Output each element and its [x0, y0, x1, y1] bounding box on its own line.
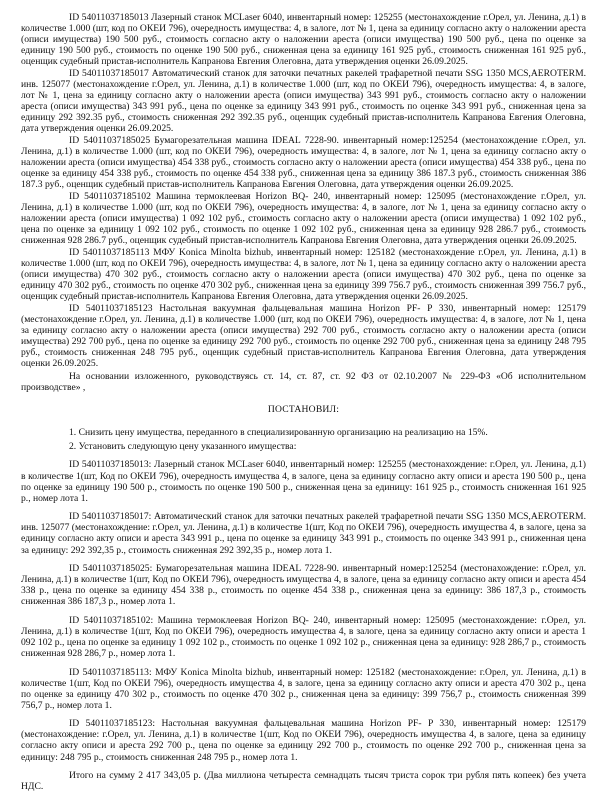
legal-basis-paragraph: На основании изложенного, руководствуясь ст. 14, ст. 87, ст. 92 ФЗ от 02.10.2007 № 229-ФЗ «Об исполнительном производстве» , — [21, 370, 586, 393]
reduced-price-paragraph: ID 54011037185113: МФУ Konica Minolta bizhub, инвентарный номер: 125182 (местонахождение: г.Орел, ул. Ленина, д.1) в количестве 1(шт, Код по ОКЕИ 796), очередность имущества 4, в залоге, цена за единицу согласно акту описи и ареста 470 302 р., цена по оценке за единицу 470 302 р., стоимость по оценке 470 302 р., сниженная цена за единицу: 399 756,7 р., стоимость сниженная 399 756,7 р., номер лота 1. — [21, 666, 586, 711]
reduced-price-paragraph: ID 54011037185013: Лазерный станок MCLaser 6040, инвентарный номер: 125255 (местонахождение: г.Орел, ул. Ленина, д.1) в количестве 1(шт, Код по ОКЕИ 796), очередность имущества 4, в залоге, цена за единицу согласно акту описи и ареста 190 500 р., цена по оценке за единицу 190 500 р., стоимость по оценке 190 500 р., сниженная цена за единицу: 161 925 р., стоимость сниженная 161 925 р., номер лота 1. — [21, 459, 586, 504]
reduced-price-paragraph: ID 54011037185017: Автоматический станок для заточки печатных ракелей трафаретной печати SSG 1350 MCS,AEROTERM. инв. 125077 (местонахождение: г.Орел, ул. Ленина, д.1) в количестве 1(шт, Код по ОКЕИ 796), очередность имущества 4, в залоге, цена за единицу согласно акту описи и ареста 343 991 р., цена по оценке за единицу 343 991 р., стоимость по оценке 343 991 р., сниженная цена за единицу: 292 392,35 р., стоимость сниженная 292 392,35 р., номер лота 1. — [21, 511, 586, 556]
reduced-price-paragraph: ID 54011037185025: Бумагорезательная машина IDEAL 7228-90. инвентарный номер:125254 (местонахождение: г.Орел, ул. Ленина, д.1) в количестве 1(шт, Код по ОКЕИ 796), очередность имущества 4, в залоге, цена за единицу согласно акту описи и ареста 454 338 р., цена по оценке за единицу 454 338 р., стоимость по оценке 454 338 р., сниженная цена за единицу: 386 187,3 р., стоимость сниженная 386 187,3 р., номер лота 1. — [21, 563, 586, 608]
property-paragraph: ID 54011037185013 Лазерный станок MCLaser 6040, инвентарный номер: 125255 (местонахождение г.Орел, ул. Ленина, д.1) в количестве 1.000 (шт, код по ОКЕИ 796), очередность имущества: 4, в залоге, лот № 1, цена за единицу согласно акту о наложении ареста (описи имущества) 190 500 руб., стоимость согласно акту о наложении ареста (описи имущества) 190 500 руб., цена по оценке за единицу 190 500 руб., стоимость по оценке 190 500 руб., сниженная цена за единицу 161 925 руб., стоимость сниженная 161 925 руб., оценщик судебный пристав-исполнитель Капранова Евгения Олеговна, дата утверждения оценки 26.09.2025. — [21, 12, 586, 68]
property-list-reduced — [21, 459, 586, 792]
property-list-original — [21, 12, 586, 393]
resolution-items — [21, 427, 586, 453]
property-paragraph: ID 54011037185025 Бумагорезательная машина IDEAL 7228-90. инвентарный номер:125254 (местонахождение г.Орел, ул. Ленина, д.1) в количестве 1.000 (шт, код по ОКЕИ 796), очередность имущества: 4, в залоге, лот № 1, цена за единицу согласно акту о наложении ареста (описи имущества) 454 338 руб., стоимость согласно акту о наложении ареста (описи имущества) 454 338 руб., цена по оценке за единицу 454 338 руб., стоимость по оценке 454 338 руб., сниженная цена за единицу 386 187.3 руб., стоимость сниженная 386 187.3 руб., оценщик судебный пристав-исполнитель Капранова Евгения Олеговна, дата утверждения оценки 26.09.2025. — [21, 135, 586, 191]
property-paragraph: ID 54011037185017 Автоматический станок для заточки печатных ракелей трафаретной печати SSG 1350 MCS,AEROTERM. инв. 125077 (местонахождение г.Орел, ул. Ленина, д.1) в количестве 1.000 (шт, код по ОКЕИ 796), очередность имущества: 4, в залоге, лот № 1, цена за единицу согласно акту о наложении ареста (описи имущества) 343 991 руб., стоимость согласно акту о наложении ареста (описи имущества) 343 991 руб., цена по оценке за единицу 343 991 руб., стоимость по оценке 343 991 руб., сниженная цена за единицу 292 392.35 руб., стоимость сниженная 292 392.35 руб., оценщик судебный пристав-исполнитель Капранова Евгения Олеговна, дата утверждения оценки 26.09.2025. — [21, 67, 586, 135]
document-body — [21, 12, 586, 792]
total-sum-paragraph: Итого на сумму 2 417 343,05 р. (Два миллиона четыреста семнадцать тысяч триста сорок три рубля пять копеек) без учета НДС. — [21, 770, 586, 793]
resolution-heading: ПОСТАНОВИЛ: — [267, 403, 340, 415]
property-paragraph: ID 54011037185123 Настольная вакуумная фальцевальная машина Horizon PF- P 330, инвентарный номер: 125179 (местонахождение г.Орел, ул. Ленина, д.1) в количестве 1.000 (шт, код по ОКЕИ 796), очередность имущества: 4, в залоге, лот № 1, цена за единицу согласно акту о наложении ареста (описи имущества) 292 700 руб., стоимость согласно акту о наложении ареста (описи имущества) 292 700 руб., цена по оценке за единицу 292 700 руб., стоимость по оценке 292 700 руб., сниженная цена за единицу 248 795 руб., стоимость сниженная 248 795 руб., оценщик судебный пристав-исполнитель Капранова Евгения Олеговна, дата утверждения оценки 26.09.2025. — [21, 302, 586, 370]
reduced-price-paragraph: ID 54011037185123: Настольная вакуумная фальцевальная машина Horizon PF- P 330, инвентарный номер: 125179 (местонахождение: г.Орел, ул. Ленина, д.1) в количестве 1(шт, Код по ОКЕИ 796), очередность имущества 4, в залоге, цена за единицу согласно акту описи и ареста 292 700 р., цена по оценке за единицу 292 700 р., стоимость по оценке 292 700 р., сниженная цена за единицу: 248 795 р., стоимость сниженная 248 795 р., номер лота 1. — [21, 718, 586, 763]
reduced-price-paragraph: ID 54011037185102: Машина термоклеевая Horizon BQ- 240, инвентарный номер: 125095 (местонахождение: г.Орел, ул. Ленина, д.1) в количестве 1(шт, Код по ОКЕИ 796), очередность имущества 4, в залоге, цена за единицу согласно акту описи и ареста 1 092 102 р., цена по оценке за единицу 1 092 102 р., стоимость по оценке 1 092 102 р., сниженная цена за единицу: 928 286,7 р., стоимость сниженная 928 286,7 р., номер лота 1. — [21, 614, 586, 660]
property-paragraph: ID 54011037185113 МФУ Konica Minolta bizhub, инвентарный номер: 125182 (местонахождение г.Орел, ул. Ленина, д.1) в количестве 1.000 (шт, код по ОКЕИ 796), очередность имущества: 4, в залоге, лот № 1, цена за единицу согласно акту о наложении ареста (описи имущества) 470 302 руб., стоимость согласно акту о наложении ареста (описи имущества) 470 302 руб., цена по оценке за единицу 470 302 руб., стоимость по оценке 470 302 руб., сниженная цена за единицу 399 756.7 руб., стоимость сниженная 399 756.7 руб., оценщик судебный пристав-исполнитель Капранова Евгения Олеговна, дата утверждения оценки 26.09.2025. — [21, 246, 586, 303]
property-paragraph: ID 54011037185102 Машина термоклеевая Horizon BQ- 240, инвентарный номер: 125095 (местонахождение г.Орел, ул. Ленина, д.1) в количестве 1.000 (шт, код по ОКЕИ 796), очередность имущества: 4, в залоге, лот № 1, цена за единицу согласно акту о наложении ареста (описи имущества) 1 092 102 руб., стоимость согласно акту о наложении ареста (описи имущества) 1 092 102 руб., цена по оценке за единицу 1 092 102 руб., стоимость по оценке 1 092 102 руб., сниженная цена за единицу 928 286.7 руб., стоимость сниженная 928 286.7 руб., оценщик судебный пристав-исполнитель Капранова Евгения Олеговна, дата утверждения оценки 26.09.2025. — [21, 191, 586, 247]
resolution-item: 1. Снизить цену имущества, переданного в специализированную организацию на реализацию на 15%. — [69, 426, 488, 438]
resolution-item: 2. Установить следующую цену указанного имущества: — [69, 441, 297, 453]
